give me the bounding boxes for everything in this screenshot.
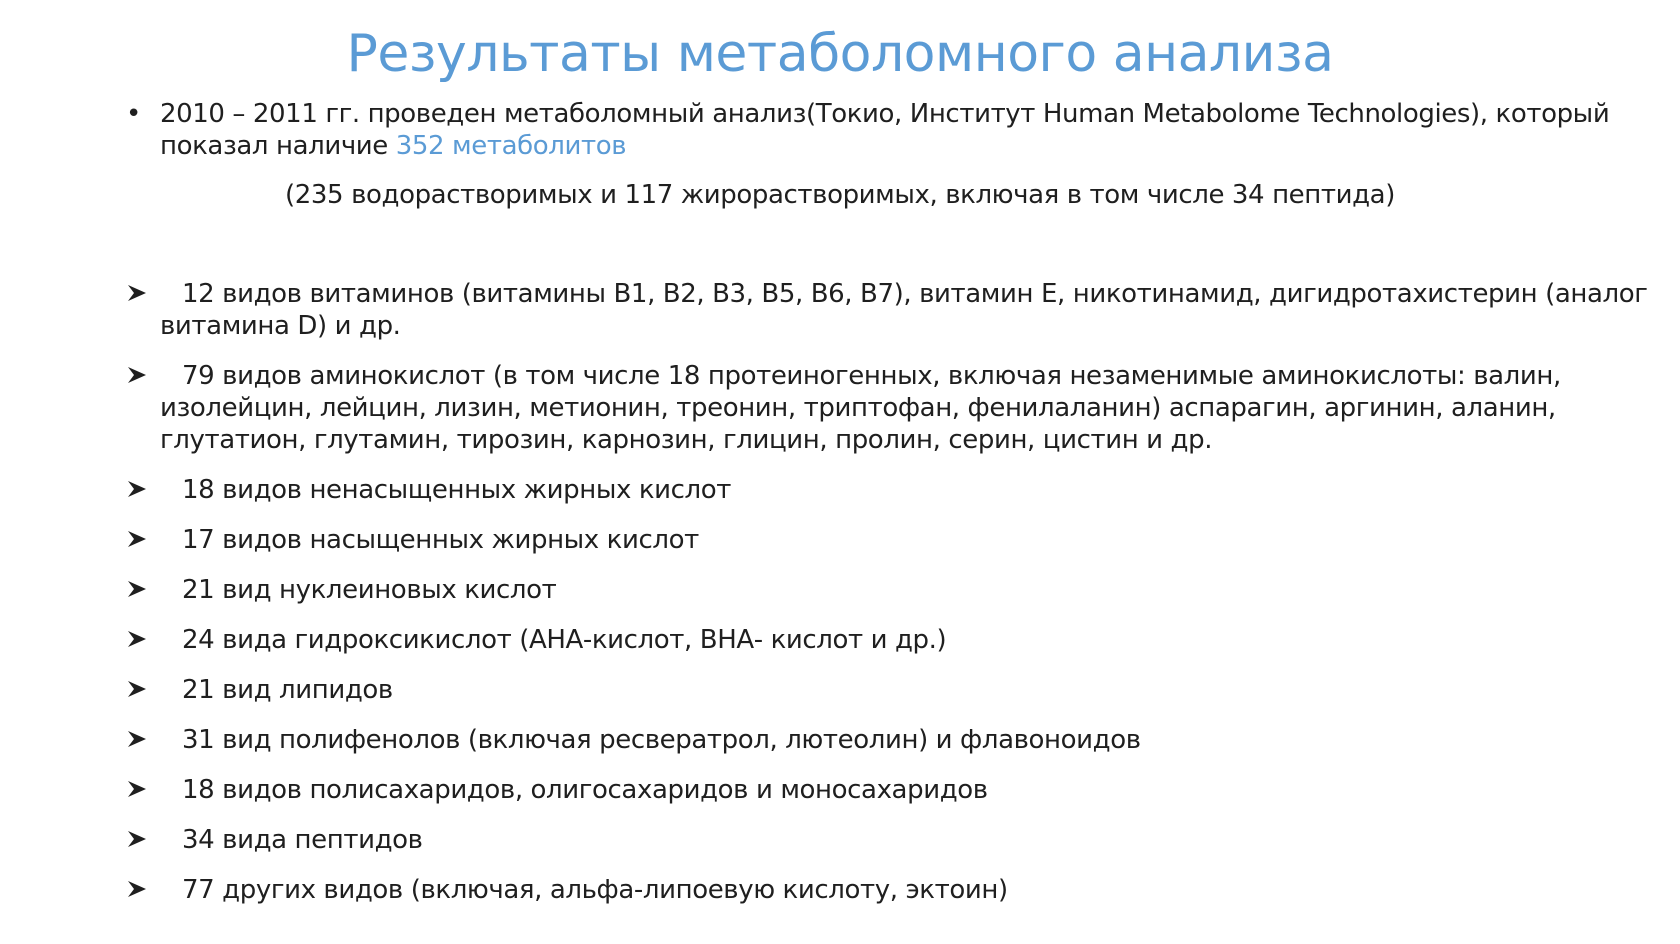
arrow-bullet-icon	[126, 724, 152, 756]
list-item-text: 17 видов насыщенных жирных кислот	[182, 525, 699, 555]
list-item-text: 31 вид полифенолов (включая ресвератрол, лютеолин) и флавоноидов	[182, 725, 1141, 755]
list-item-text: 24 вида гидроксикислот (АНА-кислот, ВНА- кислот и др.)	[182, 625, 947, 655]
arrow-bullet-icon	[126, 474, 152, 506]
intro-body: 2010 – 2011 гг. проведен метаболомный анализ(Токио, Институт Human Metabolome Technologies), который показал наличие	[160, 99, 1610, 161]
list-item-text: 18 видов ненасыщенных жирных кислот	[182, 475, 732, 505]
list-item	[126, 774, 1656, 806]
list-item-text: 79 видов аминокислот (в том числе 18 протеиногенных, включая незаменимые аминокислоты: валин, изолейцин, лейцин, лизин, метионин, треонин, триптофан, фенилаланин) аспарагин, аргинин, аланин, глутатион, глутамин, тирозин, карнозин, глицин, пролин, серин, цистин и др.	[160, 361, 1561, 455]
metabolite-category-list	[126, 278, 1656, 924]
intro-paragraph	[126, 98, 1656, 162]
list-item	[126, 874, 1656, 906]
arrow-bullet-icon	[126, 278, 152, 310]
arrow-bullet-icon	[126, 360, 152, 392]
list-item	[126, 624, 1656, 656]
slide-title: Результаты метаболомного анализа	[346, 24, 1334, 84]
arrow-bullet-icon	[126, 774, 152, 806]
arrow-bullet-icon	[126, 874, 152, 906]
list-item	[126, 824, 1656, 856]
list-item-text: 34 вида пептидов	[182, 825, 423, 855]
list-item-text: 21 вид липидов	[182, 675, 393, 705]
list-item-text: 18 видов полисахаридов, олигосахаридов и моносахаридов	[182, 775, 988, 805]
list-item	[126, 474, 1656, 506]
arrow-bullet-icon	[126, 574, 152, 606]
bullet-dot-icon: •	[126, 99, 142, 129]
arrow-bullet-icon	[126, 624, 152, 656]
list-item	[126, 524, 1656, 556]
list-item	[126, 278, 1656, 342]
list-item	[126, 360, 1656, 456]
arrow-bullet-icon	[126, 824, 152, 856]
arrow-bullet-icon	[126, 524, 152, 556]
list-item	[126, 674, 1656, 706]
arrow-bullet-icon	[126, 674, 152, 706]
list-item	[126, 574, 1656, 606]
list-item-text: 21 вид нуклеиновых кислот	[182, 575, 557, 605]
intro-text	[160, 98, 1656, 162]
list-item-text: 12 видов витаминов (витамины В1, В2, В3, В5, В6, В7), витамин Е, никотинамид, дигидротахистерин (аналог витамина D) и др.	[160, 279, 1648, 341]
list-item-text: 77 других видов (включая, альфа-липоевую кислоту, эктоин)	[182, 875, 1008, 905]
metabolite-count-highlight: 352 метаболитов	[395, 131, 627, 161]
metabolite-breakdown-note: (235 водорастворимых и 117 жирорастворимых, включая в том числе 34 пептида)	[285, 180, 1395, 210]
list-item	[126, 724, 1656, 756]
